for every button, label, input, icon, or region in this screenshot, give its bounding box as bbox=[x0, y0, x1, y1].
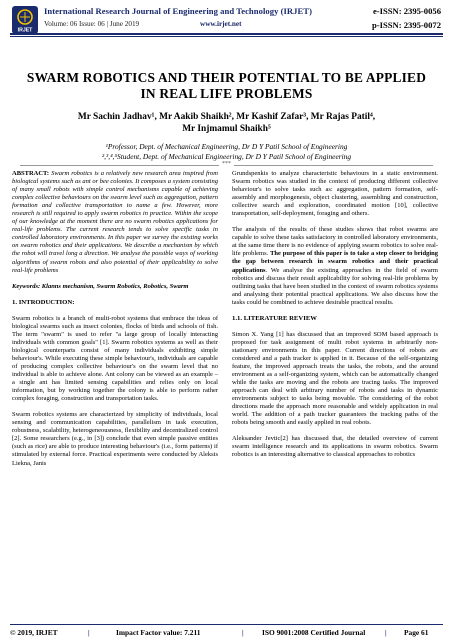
author-list bbox=[30, 112, 423, 135]
header-rule-thin bbox=[10, 36, 443, 37]
header-rule bbox=[10, 33, 443, 35]
authors-line-1: Mr Sachin Jadhav¹, Mr Aakib Shaikh², Mr Kashif Zafar³, Mr Rajas Patil⁴, bbox=[77, 112, 376, 122]
divider-stars: *** bbox=[219, 161, 234, 167]
body-paragraph-2-end: . We analyse the existing approaches in the field of swarm robotics and discuss their result applicability for solving real-life problems by outlining tasks that have been studied in the context of swarm robotics systems and analysing their potential practical applications. We also discuss how the tasks could be combined to achieve desirable practical results. bbox=[232, 266, 438, 306]
journal-header bbox=[0, 0, 453, 54]
intro-heading: 1. INTRODUCTION: bbox=[12, 298, 75, 306]
keywords bbox=[12, 283, 218, 291]
abstract-text: Swarm robotics is a relatively new research area inspired from biological systems such as ant or bee colonies. It composes a system consisting of many small robots with simple control mechanisms capable of achieving complex collective behaviours on the swarm level such as aggregation, pattern formation and collective transportation to name a few. However, more research is still required to apply swarm robotics in practice. Within the scope of our knowledge at the moment there are no swarm robotics applications for real-life problems. The current research tends to solve specific tasks in controlled laboratory environments. In this paper we survey the existing works on swarm robotics and their applications. We describe a mechanism by which the robot will travel long a direction. We analyse the possible ways of working algorithms of swarm robots and also potential of their applicability to solve real-life problems bbox=[12, 170, 218, 274]
pissn: p-ISSN: 2395-0072 bbox=[372, 20, 441, 30]
literature-paragraph-2: Aleksander Jevtic[2] has discussed that, the detailed overview of current swarm intelligence research and its applications in swarm robotics. Swarm robotics is an interesting alternative to classical approaches to robotics bbox=[232, 435, 438, 459]
journal-name: International Research Journal of Engineering and Technology (IRJET) bbox=[44, 6, 313, 16]
keywords-text: Klanns mechanism, Swarm Robotics, Robotics, Swarm bbox=[40, 282, 189, 290]
section-divider bbox=[0, 161, 453, 167]
footer-copyright: © 2019, IRJET bbox=[10, 628, 58, 637]
journal-logo-icon bbox=[12, 6, 38, 34]
eissn: e-ISSN: 2395-0056 bbox=[372, 6, 441, 16]
affiliations bbox=[30, 142, 423, 161]
authors-line-2: Mr Injmamul Shaikh⁵ bbox=[182, 123, 271, 134]
volume-issue: Volume: 06 Issue: 06 | June 2019 bbox=[44, 20, 140, 28]
abstract-label: ABSTRACT: bbox=[12, 170, 50, 177]
footer-separator: | bbox=[385, 628, 387, 637]
footer-page-number: Page 61 bbox=[404, 628, 429, 637]
body-paragraph-2 bbox=[232, 226, 438, 306]
svg-text:IRJET: IRJET bbox=[17, 27, 33, 34]
journal-website-link[interactable]: www.irjet.net bbox=[200, 20, 242, 28]
literature-paragraph-1: Simon X. Yang [1] has discussed that an improved SOM based approach is proposed for task assignment of multi robot systems in arbitrarily non-stationary environments in this paper. Current directions of robots are considered and a path tracker is applied in it. Because of the self-organizing feature, the improved approach treats the tasks, the robots, and the around environment as a self-organizing system, which can be automatically changed while the tasks are moving and the robots are tracing tasks. The improved approach can deal with arbitrary number of robots and tasks in dynamic environments subject to tasks being movable. The considering of the robot directions made the approach more reasonable and widely application in real world. The addition of a path tracker guarantees the tracking paths of the robots being smooth and easily applied in real robots. bbox=[232, 330, 438, 427]
body-paragraph-1: Grundspenkis to analyze characteristic behaviours in a static environment. Swarm robotics was studied in the context of producing different collective behaviour's to solve tasks such as: aggregation, pattern formation, self-assembly and morphogenesis, object clustering, assembling and construction, collective search and exploration, coordinated motion [10], collective transportation, self-deployment, foraging and others. bbox=[232, 170, 438, 218]
intro-paragraph-2: Swarm robotics systems are characterized by simplicity of individuals, local sensing and communication capabilities, parallelism in task execution, robustness, scalability, heterogeneousness, flexibility and decentralized control [2]. Some researchers (e.g., in [3]) conclude that even simple passive entities (such as rice) are able to produce interesting behaviour's (i.e., form patterns) if stimulated by external force. Practical experiments were conducted by Aleksis Liekna, Janis bbox=[12, 411, 218, 467]
affiliation-professor: ¹Professor, Dept. of Mechanical Engineering, Dr D Y Patil School of Engineering bbox=[105, 142, 348, 151]
footer-separator: | bbox=[242, 628, 244, 637]
footer-rule bbox=[10, 624, 443, 625]
footer-separator: | bbox=[88, 628, 90, 637]
keywords-label: Keywords: bbox=[12, 282, 41, 290]
literature-review-heading: 1.1. LITERATURE REVIEW bbox=[232, 314, 317, 322]
purpose-statement: The purpose of this paper is to take a step closer to bridging the gap between research in swarm robotics and their practical applications bbox=[232, 250, 438, 274]
affiliation-students: ²,³,⁴,⁵Student, Dept. of Mechanical Engineering, Dr D Y Patil School of Engineering bbox=[101, 151, 352, 161]
footer-impact-factor: Impact Factor value: 7.211 bbox=[116, 628, 201, 637]
paper-title: SWARM ROBOTICS AND THEIR POTENTIAL TO BE APPLIED IN REAL LIFE PROBLEMS bbox=[26, 70, 427, 101]
body-paragraph-2-start: The analysis of the results of these studies shows that robot swarms are capable to solve these tasks satisfactory in controlled laboratory environments, at the same time there is no evidence of applying swarm robotics to solve real-life problems. bbox=[232, 226, 438, 258]
abstract bbox=[12, 170, 218, 275]
left-column bbox=[12, 170, 218, 476]
footer-iso: ISO 9001:2008 Certified Journal bbox=[262, 628, 366, 637]
right-column bbox=[232, 170, 438, 468]
intro-paragraph-1: Swarm robotics is a branch of multi-robot systems that embrace the ideas of biological swarms such as insect colonies, flocks of birds and schools of fish. The term "swarm" is used to refer "a large group of locally interacting individuals with common goals" [1]. Swarm robotics systems as well as their biological counterparts consist of many individuals exhibiting simple behaviour's. While executing these simple behaviour's, individuals are capable of producing complex collective behaviour's on the swarm level that no individual is able to achieve alone. Ant colony can be viewed as an example – a single ant has limited sensing capabilities and relies only on local information, but by working together the colony is able to perform rather complex foraging, construction and transportation tasks. bbox=[12, 314, 218, 403]
